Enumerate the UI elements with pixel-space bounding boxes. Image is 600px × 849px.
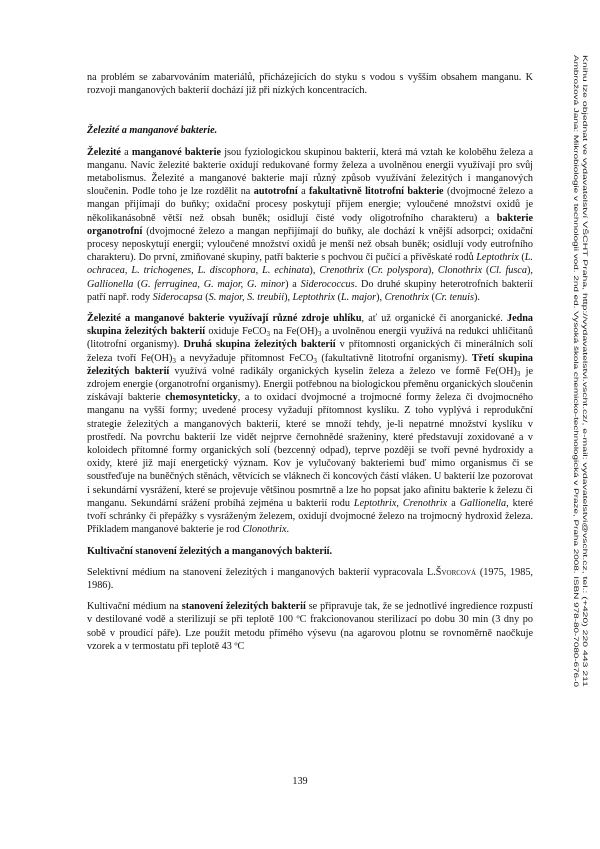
term-treti-skupina: Třetí skupina železitých bakterií — [87, 352, 533, 377]
term-jedna-skupina: Jedna skupina železitých bakterií — [87, 313, 534, 338]
genus-crenothrix-2: Crenothrix — [384, 291, 429, 303]
page-number: 139 — [292, 776, 308, 787]
paragraph-selective-medium: Selektivní médium na stanovení železitých i manganových bakterií vypracovala L.Švorcová (1975, 1985, 1986). — [87, 566, 533, 591]
species-clonothrix: Cl. fusca — [489, 265, 527, 277]
side-citation — [566, 55, 594, 695]
species-leptothrix-major: L. major — [340, 291, 377, 303]
term-stanoveni-zelezitych: stanovení železitých bakterií — [181, 601, 306, 613]
intro-paragraph — [87, 71, 533, 97]
term-chemosynteticky: chemosynteticky — [165, 392, 238, 404]
genus-clonothrix: Clonothrix — [437, 265, 482, 277]
term-manganove-bakterie: manganové bakterie — [131, 146, 222, 158]
author-name: Švorcová — [435, 566, 477, 578]
genus-gallionella: Gallionella — [87, 278, 134, 290]
section-heading: Železité a manganové bakterie. — [87, 125, 218, 137]
paragraph-types: Železité a manganové bakterie jsou fyziologickou skupinou bakterií, která má vztah ke koloběhu železa a manganu. Navíc železité bakterie oxidují redukované formy železa a uvolněnou energii využívají pro svůj metabolismus. Železité a manganové bakterie mají různý způsob využívání železitých i manganových sloučenin. Podle toho je lze rozdělit na autotrofní a fakultativně litotrofní bakterie (dvojmocné železo a mangan přijímají do buňky; oxidační procesy poskytují příjem energie; vyloučené množství oxidů je několikanásobně větší než obsah buněk; osidlují čisté vody oligotrofního charakteru) a bakterie organotrofní (dvojmocné železo a mangan nepřijímají do buňky, ale dochází k vnější adsorpci; oxidační procesy neposkytují energii; vyloučené množství oxidů je menší než obsah buněk; osidlují vody eutrofního charakteru). Do první, zmiňované skupiny, patří bakterie s pochvou či pučící a přívěskaté rodů Leptothrix (L. ochracea, L. trichogenes, L. discophora, L. echinata), Crenothrix (Cr. polyspora), Clonothrix (Cl. fusca), Gallionella (G. ferruginea, G. major, G. minor) a Siderococcus. Do druhé skupiny heterotrofních bakterií patří např. rody Siderocapsa (S. major, S. treubii), Leptothrix (L. major), Crenothrix (Cr. tenuis). — [87, 146, 533, 303]
genus-siderococcus: Siderococcus — [300, 278, 355, 290]
term-zelezite: Železité — [87, 146, 121, 158]
text-column — [87, 71, 533, 653]
subsection-heading: Kultivační stanovení železitých a manganových bakterií. — [87, 545, 333, 557]
genus-clonothrix-2: Clonothrix — [242, 524, 287, 536]
genus-crenothrix: Crenothrix — [319, 265, 364, 277]
paragraph-carbon-sources: Železité a manganové bakterie využívají různé zdroje uhlíku, ať už organické či anorganické. Jedna skupina železitých bakterií oxiduje FeCO$_3$ na $Fe(OH)_3$ a uvolněnou energii využívá na redukci uhličitanů (litotrofní organismy). Druhá skupina železitých bakterií v přítomnosti organických či minerálních solí železa tvoří $Fe(OH)_3$ a nevyžaduje přítomnost FeCO$_3$ (fakultativně litotrofní organismy). Třetí skupina železitých bakterií využívá volné radikály organických kyselin železa a železo ve formě $Fe(OH)_3$ je zdrojem energie (organotrofní organismy). Energii potřebnou na biologickou přeměnu organických sloučenin získávají bakterie chemosynteticky, a to oxidací dvojmocné a trojmocné formy železa či dvojmocného manganu na vyšší formy; uvedené procesy vyžadují přítomnost kyslíku. Z toho vyplývá i reprodukční strategie železitých a manganových bakterií, které se množí tehdy, je-li nepatrné množství kyslíku v prostředí. Na povrchu bakterií lze vidět nejprve černohnědé sraženiny, které představují zoxidované a v koloidech přítomné formy organických solí (bezcenný odpad), teprve později se tvoří pevné hydroxidy a oxidy, které již mají energetický význam. Kov je vylučovaný bakteriemi buď mimo organismus či se soustřeďuje na buněčných stěnách, větvících se vláknech či koncových částí vláken. U bakterií lze pozorovat i sekundární vysrážení, které se projevuje většinou posmrtně a lze ho popsat jako afinitu bakterie k železu či manganu. Sekundární srážení probíhá zejména u bakterií rodu Leptothrix, Crenothrix a Gallionella, které tvoří schránky či přepážky s vysráženým železem, oxidují dvojmocné železo na trojmocný hydroxid železa. Příkladem manganové bakterie je rod Clonothrix. — [87, 313, 534, 536]
term-fakultativne-litotrofni: fakultativně litotrofní bakterie — [309, 186, 444, 198]
species-leptothrix: L. ochracea, L. trichogenes, L. discophora, L. echinata — [87, 252, 533, 277]
paragraph-cultivation-medium: Kultivační médium na stanovení železitých bakterií se připravuje tak, že se jednotlivé ingredience rozpustí v destilované vodě a sterilizují se při teplotě 100 ºC frakcionovanou sterilizací po dobu 30 min (3 dny po sobě v proudící páře). Lze použít metodu přímého výsevu (na agarovou plotnu se rovnoměrně naočkuje vzorek a v termostatu při teplotě 43 ºC — [87, 601, 534, 652]
genus-gallionella-2: Gallionella — [459, 497, 507, 509]
species-crenothrix-tenuis: Cr. tenuis — [434, 291, 474, 303]
species-gallionella: G. ferruginea, G. major, G. minor — [140, 278, 286, 290]
species-siderocapsa: S. major, S. treubii — [208, 291, 285, 303]
species-crenothrix: Cr. polyspora — [371, 265, 428, 277]
term-druha-skupina: Druhá skupina železitých bakterií — [183, 339, 336, 351]
term-zdroje-uhliku: Železité a manganové bakterie využívají různé zdroje uhlíku — [87, 313, 362, 325]
term-organotrofni: bakterie organotrofní — [87, 212, 533, 237]
genera-list: Leptothrix, Crenothrix — [353, 497, 448, 509]
genus-leptothrix: Leptothrix — [476, 252, 519, 264]
side-citation-line-2: Knihu lze objednat ve vydavatelství VŠCHT Praha, http://vydavatelstvi.vscht.cz/, e-mail: vydavatelstvi@vscht.cz, tel.: (+420) 220 443 211 — [581, 55, 588, 454]
genus-leptothrix-2: Leptothrix — [292, 291, 336, 303]
term-autotrofni: autotrofní — [253, 186, 298, 198]
intro-text: na problém se zabarvováním materiálů, přicházejících do styku s vodou s vyšším obsahem manganu. K rozvoji manganových bakterií dochází již při nízkých koncentracích. — [87, 72, 533, 97]
side-citation-line-1: Ambrožová Jana: Mikrobiologie v technologii vod. 2nd ed. Vysoká škola chemicko-technologická v Praze, Praha 2008. ISBN 978-80-7080-676-0 — [572, 55, 579, 476]
genus-siderocapsa: Siderocapsa — [152, 291, 203, 303]
